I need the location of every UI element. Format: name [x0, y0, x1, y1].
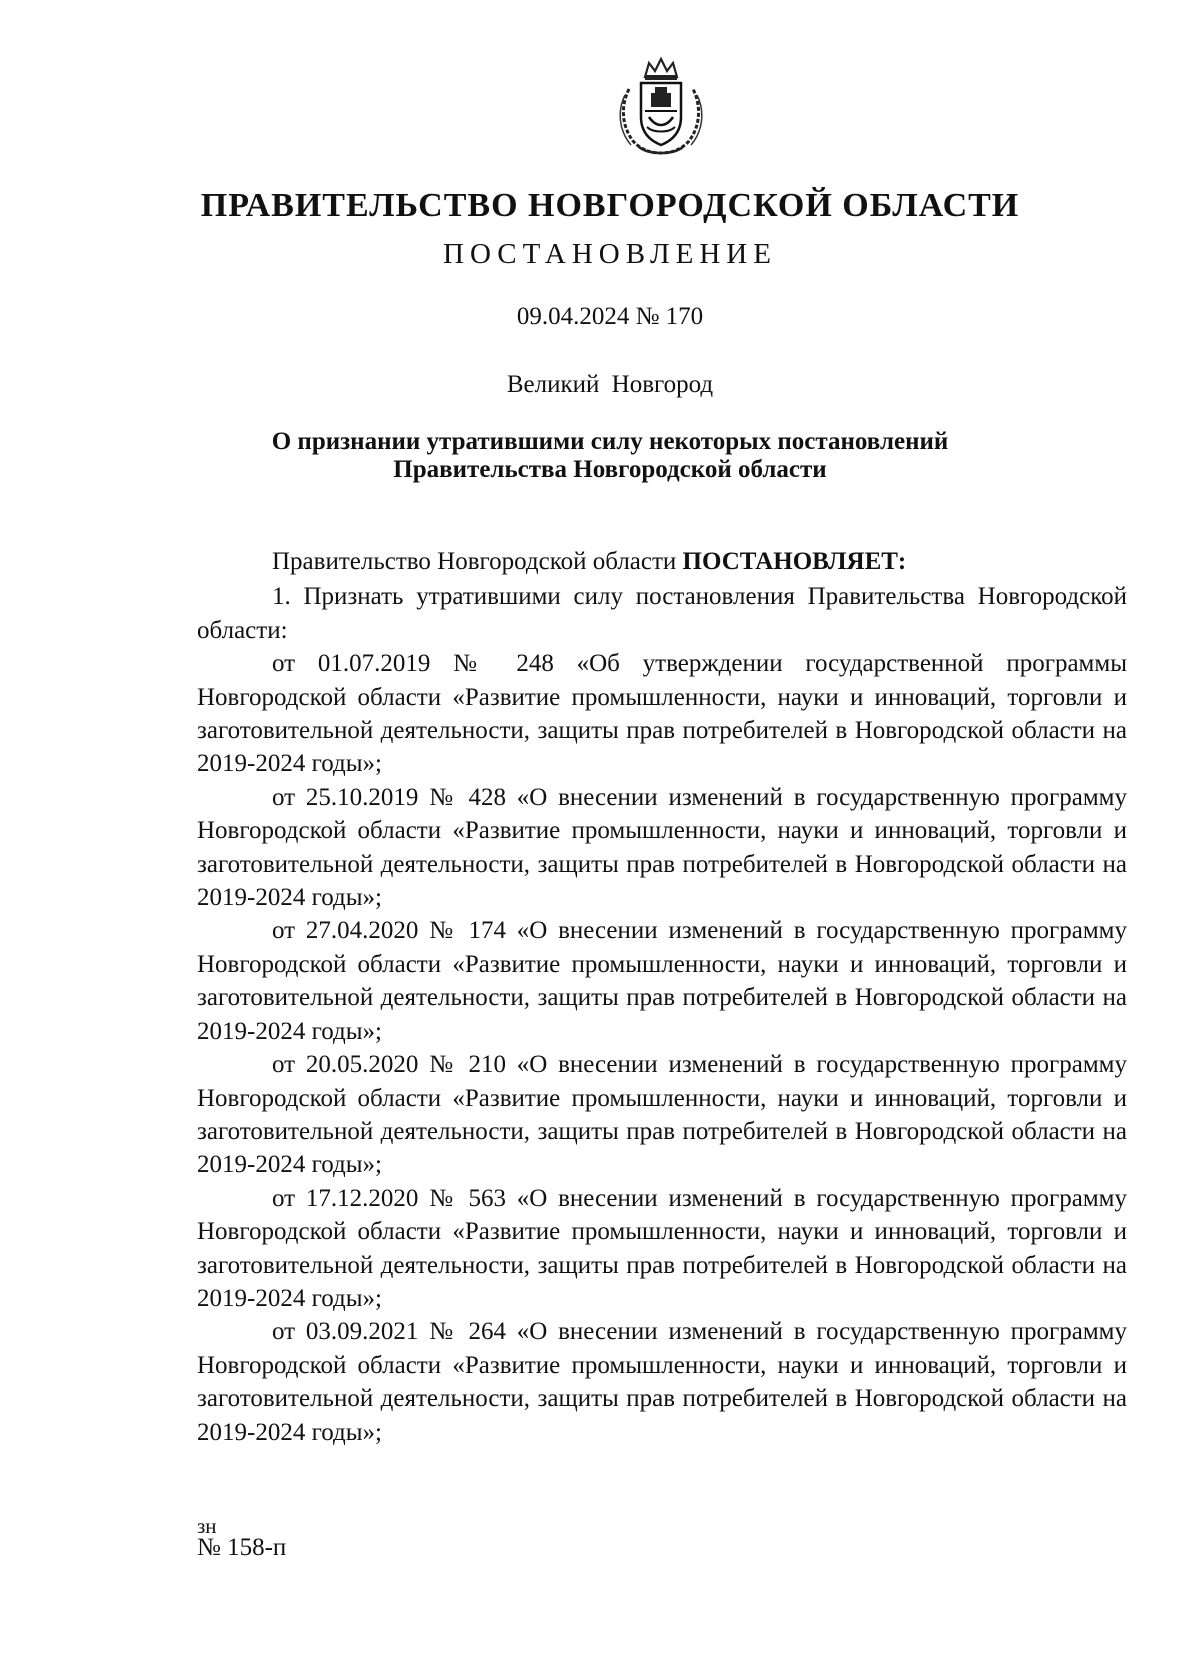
item-1: 1. Признать утратившими силу постановления Правительства Новгородской области: — [197, 583, 1127, 644]
subject-line-1: О признании утратившими силу некоторых постановлений — [271, 428, 949, 455]
document-type: ПОСТАНОВЛЕНИЕ — [443, 238, 777, 270]
coat-of-arms-icon — [615, 55, 707, 157]
footer-form-number: № 158-п — [197, 1534, 287, 1561]
document-place: Великий Новгород — [506, 371, 714, 398]
document-subject — [0, 428, 1200, 484]
document-body — [197, 545, 1127, 1449]
repealed-act-3: от 27.04.2020 № 174 «О внесении изменений в государственную программу Новгородской области «Развитие промышленности, науки и инноваций, торговли и заготовительной деятельности, защиты прав потребителей в Новгородской области на 2019-2024 годы»; — [197, 917, 1127, 1045]
repealed-act-5: от 17.12.2020 № 563 «О внесении изменений в государственную программу Новгородской области «Развитие промышленности, науки и инноваций, торговли и заготовительной деятельности, защиты прав потребителей в Новгородской области на 2019-2024 годы»; — [197, 1184, 1127, 1312]
repealed-act-1: от 01.07.2019 № 248 «Об утверждении государственной программы Новгородской области «Развитие промышленности, науки и инноваций, торговли и заготовительной деятельности, защиты прав потребителей в Новгородской области на 2019-2024 годы»; — [197, 650, 1127, 778]
repealed-act-6: от 03.09.2021 № 264 «О внесении изменений в государственную программу Новгородской области «Развитие промышленности, науки и инноваций, торговли и заготовительной деятельности, защиты прав потребителей в Новгородской области на 2019-2024 годы»; — [197, 1318, 1127, 1446]
resolution-intro — [197, 545, 1127, 578]
repealed-act-4: от 20.05.2020 № 210 «О внесении изменений в государственную программу Новгородской области «Развитие промышленности, науки и инноваций, торговли и заготовительной деятельности, защиты прав потребителей в Новгородской области на 2019-2024 годы»; — [197, 1051, 1127, 1179]
intro-text: Правительство Новгородской области — [272, 548, 683, 575]
repealed-act-2: от 25.10.2019 № 428 «О внесении изменений в государственную программу Новгородской области «Развитие промышленности, науки и инноваций, торговли и заготовительной деятельности, защиты прав потребителей в Новгородской области на 2019-2024 годы»; — [197, 783, 1127, 912]
subject-line-2: Правительства Новгородской области — [393, 456, 827, 483]
document-date-number: 09.04.2024 № 170 — [516, 303, 704, 330]
footer-code: зн — [197, 1514, 217, 1538]
intro-keyword: ПОСТАНОВЛЯЕТ: — [682, 548, 907, 575]
organization-title: ПРАВИТЕЛЬСТВО НОВГОРОДСКОЙ ОБЛАСТИ — [200, 187, 1020, 224]
